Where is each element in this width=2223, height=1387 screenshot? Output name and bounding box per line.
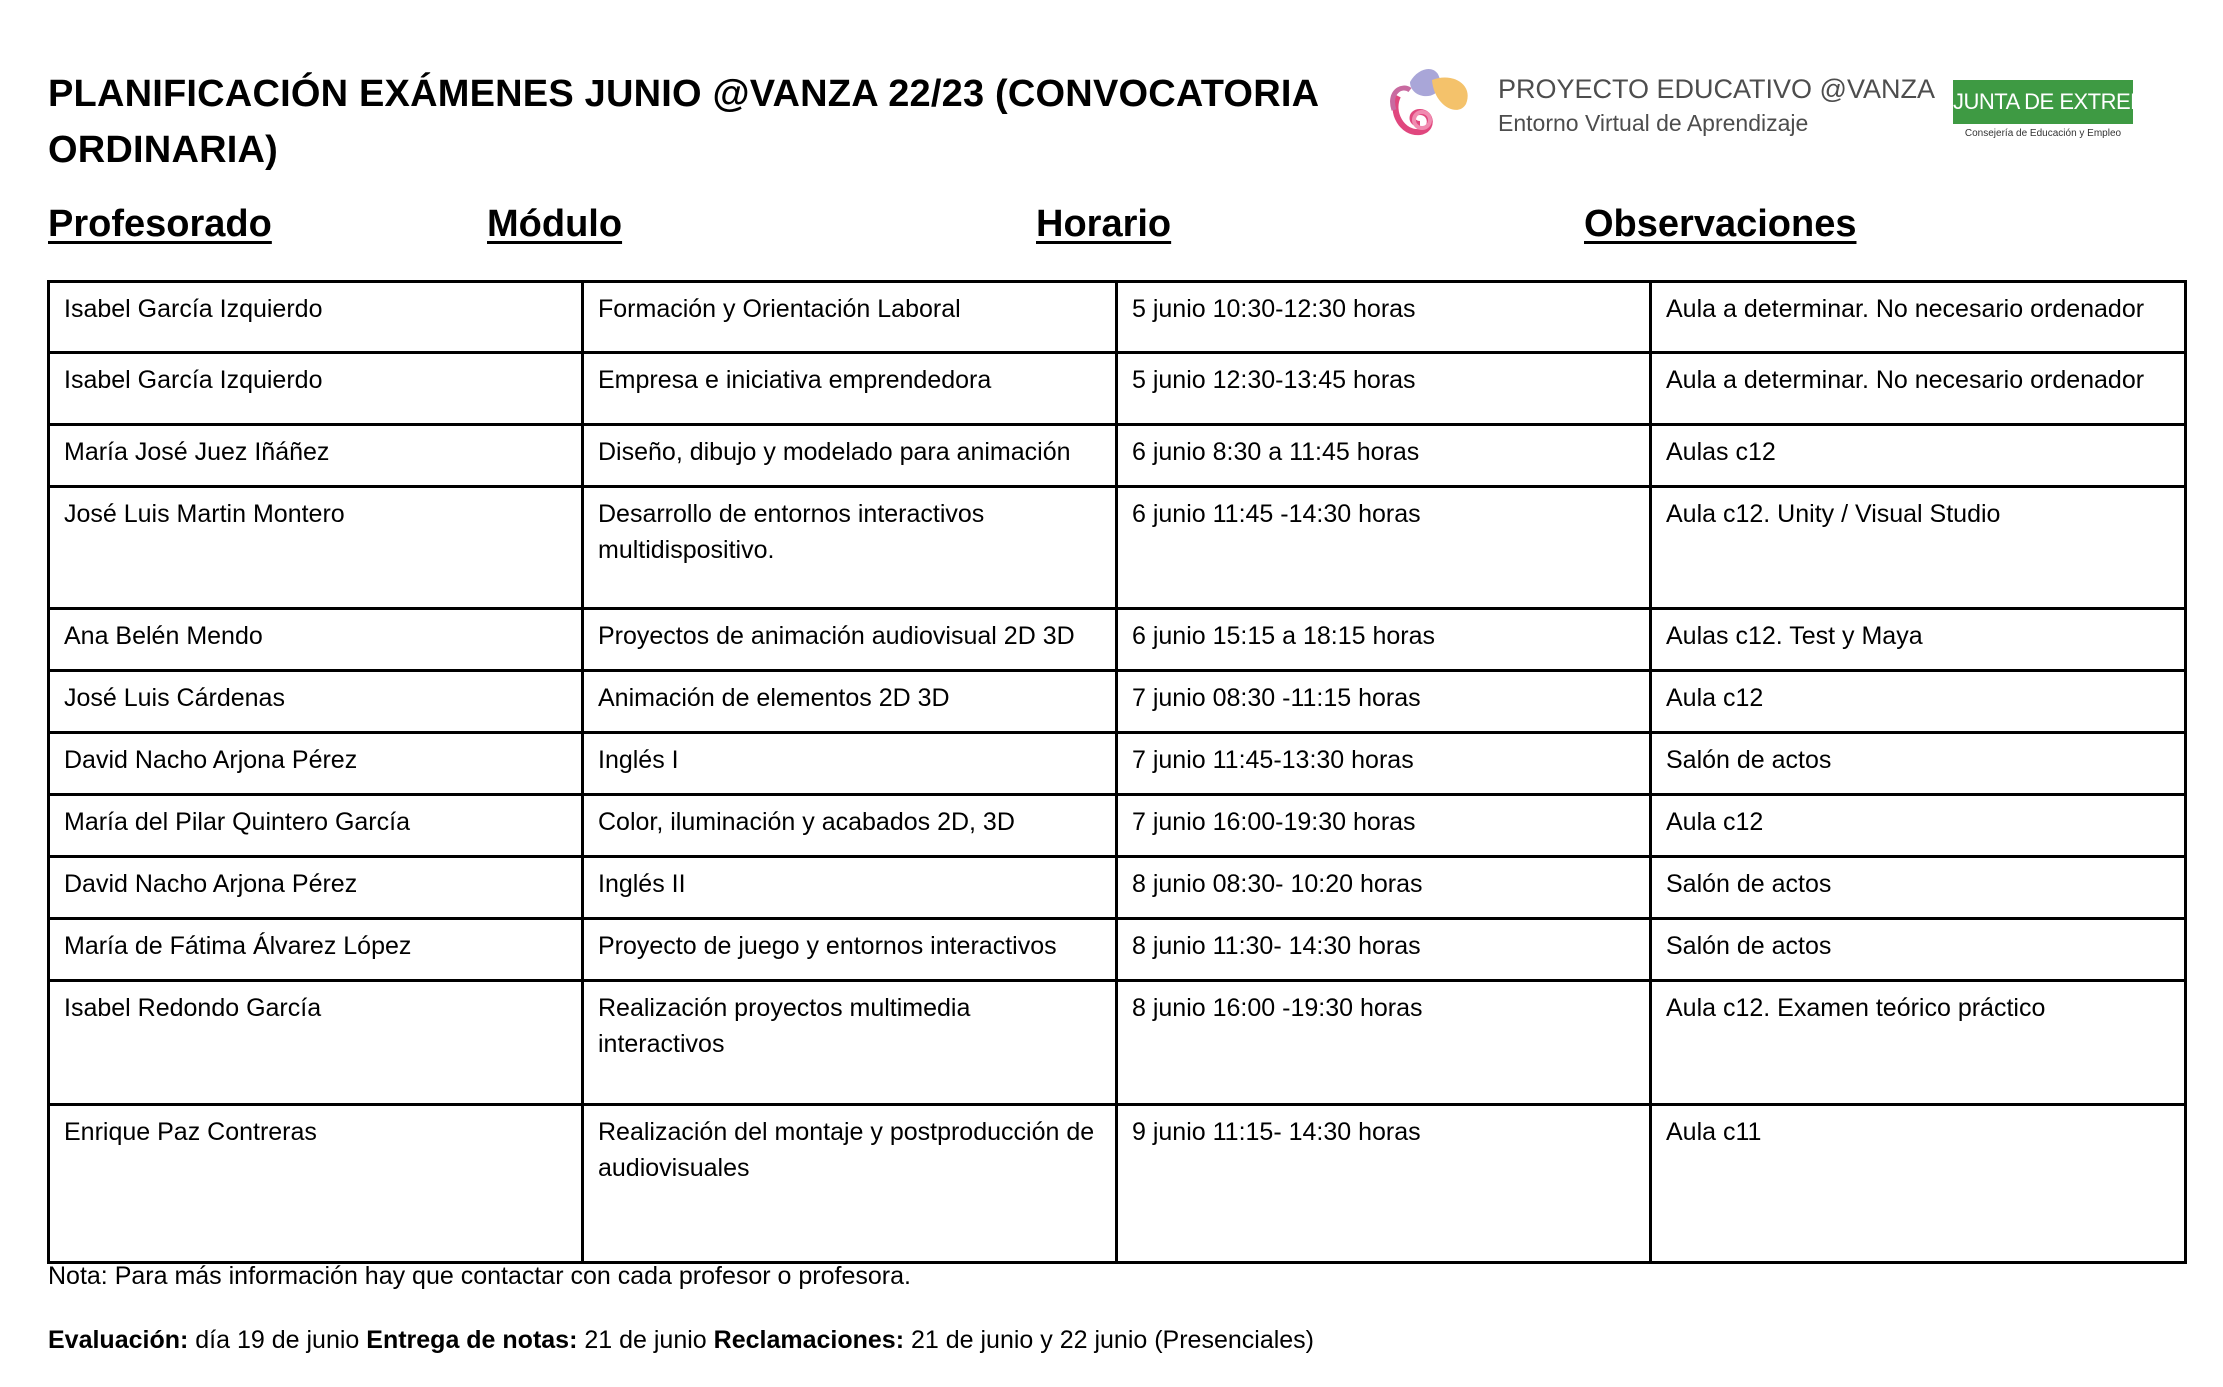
column-header-profesorado: Profesorado xyxy=(48,203,272,245)
cell-observaciones: Salón de actos xyxy=(1651,733,2186,795)
cell-observaciones: Aula c12 xyxy=(1651,795,2186,857)
cell-horario: 7 junio 11:45-13:30 horas xyxy=(1117,733,1651,795)
cell-profesor: José Luis Martin Montero xyxy=(49,487,583,609)
column-header-horario: Horario xyxy=(1036,203,1172,245)
cell-modulo: Color, iluminación y acabados 2D, 3D xyxy=(583,795,1117,857)
evaluacion-label: Evaluación: xyxy=(48,1326,189,1354)
cell-profesor: Enrique Paz Contreras xyxy=(49,1105,583,1263)
cell-profesor: Isabel García Izquierdo xyxy=(49,353,583,425)
cell-profesor: David Nacho Arjona Pérez xyxy=(49,733,583,795)
cell-observaciones: Aula c12. Unity / Visual Studio xyxy=(1651,487,2186,609)
page-title: PLANIFICACIÓN EXÁMENES JUNIO @VANZA 22/23 (CONVOCATORIA ORDINARIA) xyxy=(48,73,1318,171)
cell-observaciones: Aula a determinar. No necesario ordenador xyxy=(1651,282,2186,353)
cell-modulo: Diseño, dibujo y modelado para animación xyxy=(583,425,1117,487)
cell-horario: 8 junio 08:30- 10:20 horas xyxy=(1117,857,1651,919)
cell-observaciones: Salón de actos xyxy=(1651,919,2186,981)
table-row xyxy=(49,1105,2186,1263)
cell-profesor: María de Fátima Álvarez López xyxy=(49,919,583,981)
cell-profesor: María del Pilar Quintero García xyxy=(49,795,583,857)
table-row xyxy=(49,425,2186,487)
cell-profesor: Isabel Redondo García xyxy=(49,981,583,1105)
cell-horario: 7 junio 08:30 -11:15 horas xyxy=(1117,671,1651,733)
cell-modulo: Proyectos de animación audiovisual 2D 3D xyxy=(583,609,1117,671)
cell-modulo: Empresa e iniciativa emprendedora xyxy=(583,353,1117,425)
reclamaciones-value: 21 de junio y 22 junio (Presenciales) xyxy=(910,1326,1314,1354)
table-row xyxy=(49,733,2186,795)
evaluacion-value: día 19 de junio xyxy=(195,1326,360,1354)
cell-modulo: Formación y Orientación Laboral xyxy=(583,282,1117,353)
column-header-observaciones: Observaciones xyxy=(1584,203,1857,245)
cell-horario: 9 junio 11:15- 14:30 horas xyxy=(1117,1105,1651,1263)
cell-modulo: Realización proyectos multimedia interactivos xyxy=(583,981,1117,1105)
cell-observaciones: Aulas c12 xyxy=(1651,425,2186,487)
column-header-modulo: Módulo xyxy=(487,203,623,245)
avanza-logo-line2: Entorno Virtual de Aprendizaje xyxy=(1498,110,1809,136)
cell-observaciones: Salón de actos xyxy=(1651,857,2186,919)
cell-modulo: Animación de elementos 2D 3D xyxy=(583,671,1117,733)
table-row xyxy=(49,857,2186,919)
table-row xyxy=(49,795,2186,857)
cell-horario: 6 junio 11:45 -14:30 horas xyxy=(1117,487,1651,609)
avanza-logo xyxy=(1380,62,1935,158)
footer-note: Nota: Para más información hay que contactar con cada profesor o profesora. xyxy=(48,1262,911,1290)
table-row xyxy=(49,981,2186,1105)
cell-observaciones: Aula c11 xyxy=(1651,1105,2186,1263)
cell-observaciones: Aulas c12. Test y Maya xyxy=(1651,609,2186,671)
junta-logo-sub: Consejería de Educación y Empleo xyxy=(1964,128,2122,139)
avanza-swirl-icon xyxy=(1380,62,1480,158)
table-row xyxy=(49,487,2186,609)
cell-observaciones: Aula c12 xyxy=(1651,671,2186,733)
cell-modulo: Proyecto de juego y entornos interactivos xyxy=(583,919,1117,981)
cell-profesor: Ana Belén Mendo xyxy=(49,609,583,671)
junta-logo-name: JUNTA DE EXTREMADURA xyxy=(1953,80,2133,124)
cell-horario: 7 junio 16:00-19:30 horas xyxy=(1117,795,1651,857)
table-row xyxy=(49,353,2186,425)
cell-modulo: Desarrollo de entornos interactivos multidispositivo. xyxy=(583,487,1117,609)
cell-profesor: José Luis Cárdenas xyxy=(49,671,583,733)
evaluation-line xyxy=(48,1326,1314,1355)
cell-modulo: Inglés I xyxy=(583,733,1117,795)
exam-schedule-table xyxy=(47,280,2187,1264)
cell-horario: 8 junio 11:30- 14:30 horas xyxy=(1117,919,1651,981)
reclamaciones-label: Reclamaciones: xyxy=(713,1326,905,1354)
table-row xyxy=(49,919,2186,981)
cell-modulo: Realización del montaje y postproducción de audiovisuales xyxy=(583,1105,1117,1263)
cell-horario: 6 junio 8:30 a 11:45 horas xyxy=(1117,425,1651,487)
avanza-logo-line1: PROYECTO EDUCATIVO @VANZA xyxy=(1498,74,1935,104)
table-row xyxy=(49,282,2186,353)
cell-horario: 6 junio 15:15 a 18:15 horas xyxy=(1117,609,1651,671)
junta-logo xyxy=(1953,80,2223,139)
table-row xyxy=(49,609,2186,671)
cell-profesor: María José Juez Iñáñez xyxy=(49,425,583,487)
entrega-value: 21 de junio xyxy=(584,1326,707,1354)
cell-profesor: David Nacho Arjona Pérez xyxy=(49,857,583,919)
cell-horario: 8 junio 16:00 -19:30 horas xyxy=(1117,981,1651,1105)
cell-observaciones: Aula c12. Examen teórico práctico xyxy=(1651,981,2186,1105)
cell-observaciones: Aula a determinar. No necesario ordenador xyxy=(1651,353,2186,425)
cell-horario: 5 junio 12:30-13:45 horas xyxy=(1117,353,1651,425)
table-row xyxy=(49,671,2186,733)
cell-modulo: Inglés II xyxy=(583,857,1117,919)
cell-horario: 5 junio 10:30-12:30 horas xyxy=(1117,282,1651,353)
cell-profesor: Isabel García Izquierdo xyxy=(49,282,583,353)
entrega-label: Entrega de notas: xyxy=(366,1326,578,1354)
